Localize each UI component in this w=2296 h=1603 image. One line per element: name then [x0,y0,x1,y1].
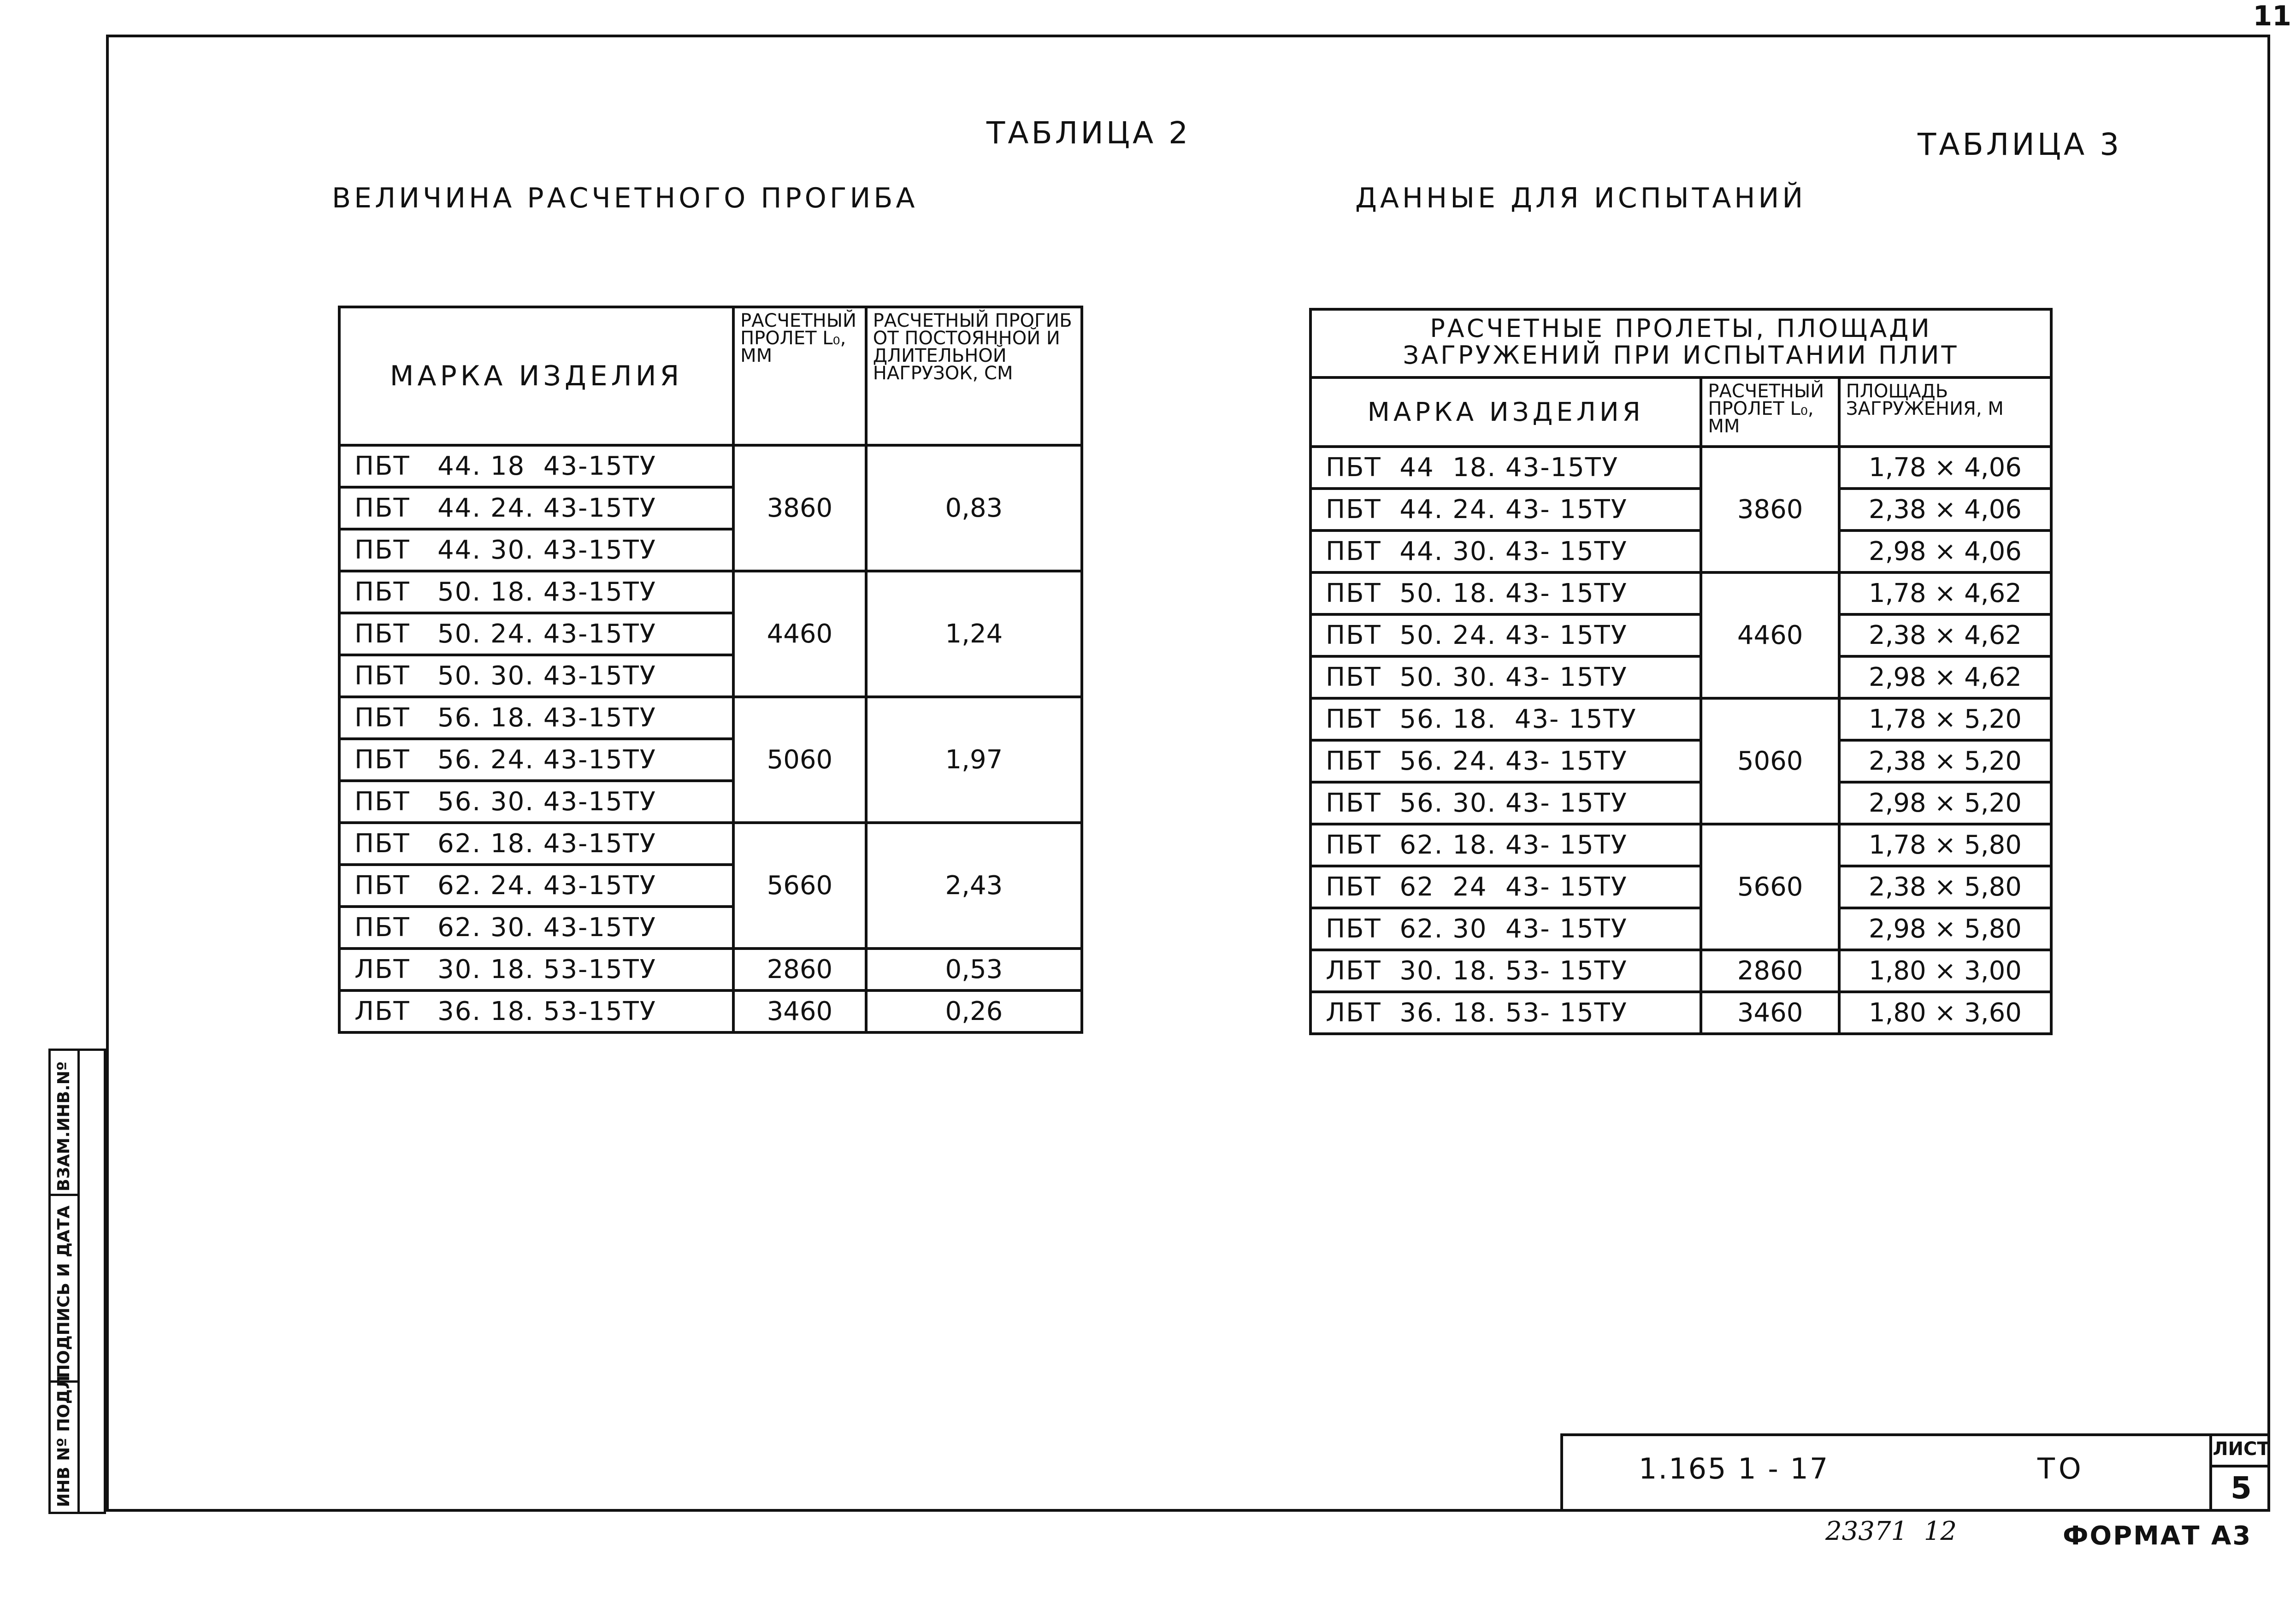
table3-row [1310,908,2051,950]
table3-row [1310,698,2051,740]
document-code: 1.165 1 - 17 [1639,1452,1830,1485]
table3-area-cell: 1,78 × 5,80 [1839,824,2051,866]
table3-span-cell: 4460 [1701,572,1839,698]
table2-mark-cell: ПБТ 56. 18. 43-15ТУ [339,697,733,739]
table2-deflection-cell: 0,83 [866,445,1082,571]
table2-mark-cell: ЛБТ 36. 18. 53-15ТУ [339,990,733,1032]
page-number: 11 [2253,0,2291,32]
side-stamp-divider [77,1051,80,1512]
side-stamp-label-original-inv: ИНВ Nº ПОДЛ [54,1375,73,1507]
table3-row [1310,530,2051,572]
table3-mark-cell: ПБТ 62. 18. 43- 15ТУ [1310,824,1701,866]
table3-span-cell: 5060 [1701,698,1839,824]
table2-mark-cell: ПБТ 44. 18 43-15ТУ [339,445,733,487]
table3-mark-cell: ПБТ 44 18. 43-15ТУ [1310,447,1701,489]
deflection-table [338,306,1083,1034]
table2-row [339,823,1082,865]
handwritten-number: 23371 12 [1825,1516,1957,1546]
side-stamp-cell-signature [51,1196,77,1383]
table3-row [1310,614,2051,656]
table3-mark-cell: ПБТ 50. 18. 43- 15ТУ [1310,572,1701,614]
table2-span-cell: 3860 [733,445,866,571]
side-stamp-cell-replaced-inv [51,1051,77,1196]
table3-mark-cell: ЛБТ 36. 18. 53- 15ТУ [1310,992,1701,1034]
table3-area-cell: 1,80 × 3,60 [1839,992,2051,1034]
table2-mark-cell: ПБТ 50. 18. 43-15ТУ [339,571,733,613]
table3-mark-cell: ПБТ 62. 30 43- 15ТУ [1310,908,1701,950]
table2-mark-cell: ПБТ 62. 18. 43-15ТУ [339,823,733,865]
table3-row [1310,950,2051,992]
table2-row [339,990,1082,1032]
table3-row [1310,866,2051,908]
table3-span-cell: 3860 [1701,447,1839,572]
table3-area-cell: 2,38 × 4,06 [1839,489,2051,530]
table3-area-cell: 1,78 × 5,20 [1839,698,2051,740]
table2-mark-cell: ПБТ 50. 30. 43-15ТУ [339,655,733,697]
table2-span-cell: 2860 [733,949,866,990]
table2-mark-cell: ПБТ 56. 24. 43-15ТУ [339,739,733,781]
table3-area-cell: 1,78 × 4,62 [1839,572,2051,614]
sheet-label: ЛИСТ [2212,1433,2270,1467]
table2-span-cell: 5660 [733,823,866,949]
sheet-box [2209,1433,2270,1512]
table3-mark-cell: ПБТ 50. 24. 43- 15ТУ [1310,614,1701,656]
table3-area-cell: 2,98 × 5,80 [1839,908,2051,950]
table2-mark-cell: ПБТ 62. 24. 43-15ТУ [339,865,733,907]
table3-mark-cell: ПБТ 56. 30. 43- 15ТУ [1310,782,1701,824]
table3-area-cell: 2,38 × 4,62 [1839,614,2051,656]
table3-row [1310,824,2051,866]
format-label: ФОРМАТ А3 [2063,1521,2252,1551]
table2-deflection-cell: 0,26 [866,990,1082,1032]
table2-span-cell: 5060 [733,697,866,823]
table2-deflection-cell: 0,53 [866,949,1082,990]
table3-row [1310,489,2051,530]
side-stamp [48,1049,106,1514]
table2-header-span: РАСЧЕТНЫЙ ПРОЛЕТ L₀, ММ [733,307,866,445]
table3-row [1310,656,2051,698]
table2-mark-cell: ПБТ 44. 24. 43-15ТУ [339,487,733,529]
table2-row [339,949,1082,990]
table2-mark-cell: ЛБТ 30. 18. 53-15ТУ [339,949,733,990]
table2-deflection-cell: 1,97 [866,697,1082,823]
table3-row [1310,992,2051,1034]
sheet-number: 5 [2231,1470,2252,1506]
table2-mark-cell: ПБТ 50. 24. 43-15ТУ [339,613,733,655]
side-stamp-label-signature: ПОДПИСЬ И ДАТА [54,1205,73,1378]
table3-row [1310,572,2051,614]
table2-row [339,571,1082,613]
table3-area-cell: 2,38 × 5,80 [1839,866,2051,908]
table3-mark-cell: ПБТ 56. 24. 43- 15ТУ [1310,740,1701,782]
table2-header-deflection: РАСЧЕТНЫЙ ПРОГИБ ОТ ПОСТОЯННОЙ И ДЛИТЕЛЬНОЙ НАГРУЗОК, СМ [866,307,1082,445]
table3-mark-cell: ПБТ 62 24 43- 15ТУ [1310,866,1701,908]
table3-caption: РАСЧЕТНЫЕ ПРОЛЕТЫ, ПЛОЩАДИ ЗАГРУЖЕНИЙ ПРИ ИСПЫТАНИИ ПЛИТ [1310,309,2051,377]
table2-title: ТАБЛИЦА 2 [986,115,1191,151]
table2-row [339,445,1082,487]
table3-row [1310,740,2051,782]
table3-area-cell: 2,98 × 4,06 [1839,530,2051,572]
table3-row [1310,447,2051,489]
table3-mark-cell: ЛБТ 30. 18. 53- 15ТУ [1310,950,1701,992]
table2-mark-cell: ПБТ 44. 30. 43-15ТУ [339,529,733,571]
table3-area-cell: 1,80 × 3,00 [1839,950,2051,992]
table3-area-cell: 2,38 × 5,20 [1839,740,2051,782]
table3-mark-cell: ПБТ 50. 30. 43- 15ТУ [1310,656,1701,698]
table2-span-cell: 4460 [733,571,866,697]
side-stamp-label-replaced-inv: ВЗАМ.ИНВ.Nº [54,1061,73,1191]
side-stamp-cell-original-inv [51,1375,77,1512]
table3-area-cell: 1,78 × 4,06 [1839,447,2051,489]
table3-subtitle: ДАННЫЕ ДЛЯ ИСПЫТАНИЙ [1355,182,1806,214]
test-data-table [1309,308,2053,1035]
table3-span-cell: 3460 [1701,992,1839,1034]
table2-span-cell: 3460 [733,990,866,1032]
table3-header-mark: МАРКА ИЗДЕЛИЯ [1310,377,1701,447]
table2-deflection-cell: 1,24 [866,571,1082,697]
table2-mark-cell: ПБТ 56. 30. 43-15ТУ [339,781,733,823]
table3-mark-cell: ПБТ 56. 18. 43- 15ТУ [1310,698,1701,740]
table3-title: ТАБЛИЦА 3 [1918,127,2122,162]
table2-subtitle: ВЕЛИЧИНА РАСЧЕТНОГО ПРОГИБА [332,182,918,214]
table3-area-cell: 2,98 × 5,20 [1839,782,2051,824]
table3-span-cell: 2860 [1701,950,1839,992]
table2-row [339,697,1082,739]
table3-row [1310,782,2051,824]
table3-span-cell: 5660 [1701,824,1839,950]
document-type: ТО [2037,1452,2085,1485]
table2-mark-cell: ПБТ 62. 30. 43-15ТУ [339,907,733,949]
table3-header-area: ПЛОЩАДЬ ЗАГРУЖЕНИЯ, М [1839,377,2051,447]
table3-header-span: РАСЧЕТНЫЙ ПРОЛЕТ L₀, ММ [1701,377,1839,447]
table3-area-cell: 2,98 × 4,62 [1839,656,2051,698]
table3-mark-cell: ПБТ 44. 30. 43- 15ТУ [1310,530,1701,572]
table2-header-mark: МАРКА ИЗДЕЛИЯ [339,307,733,445]
table2-deflection-cell: 2,43 [866,823,1082,949]
table3-mark-cell: ПБТ 44. 24. 43- 15ТУ [1310,489,1701,530]
